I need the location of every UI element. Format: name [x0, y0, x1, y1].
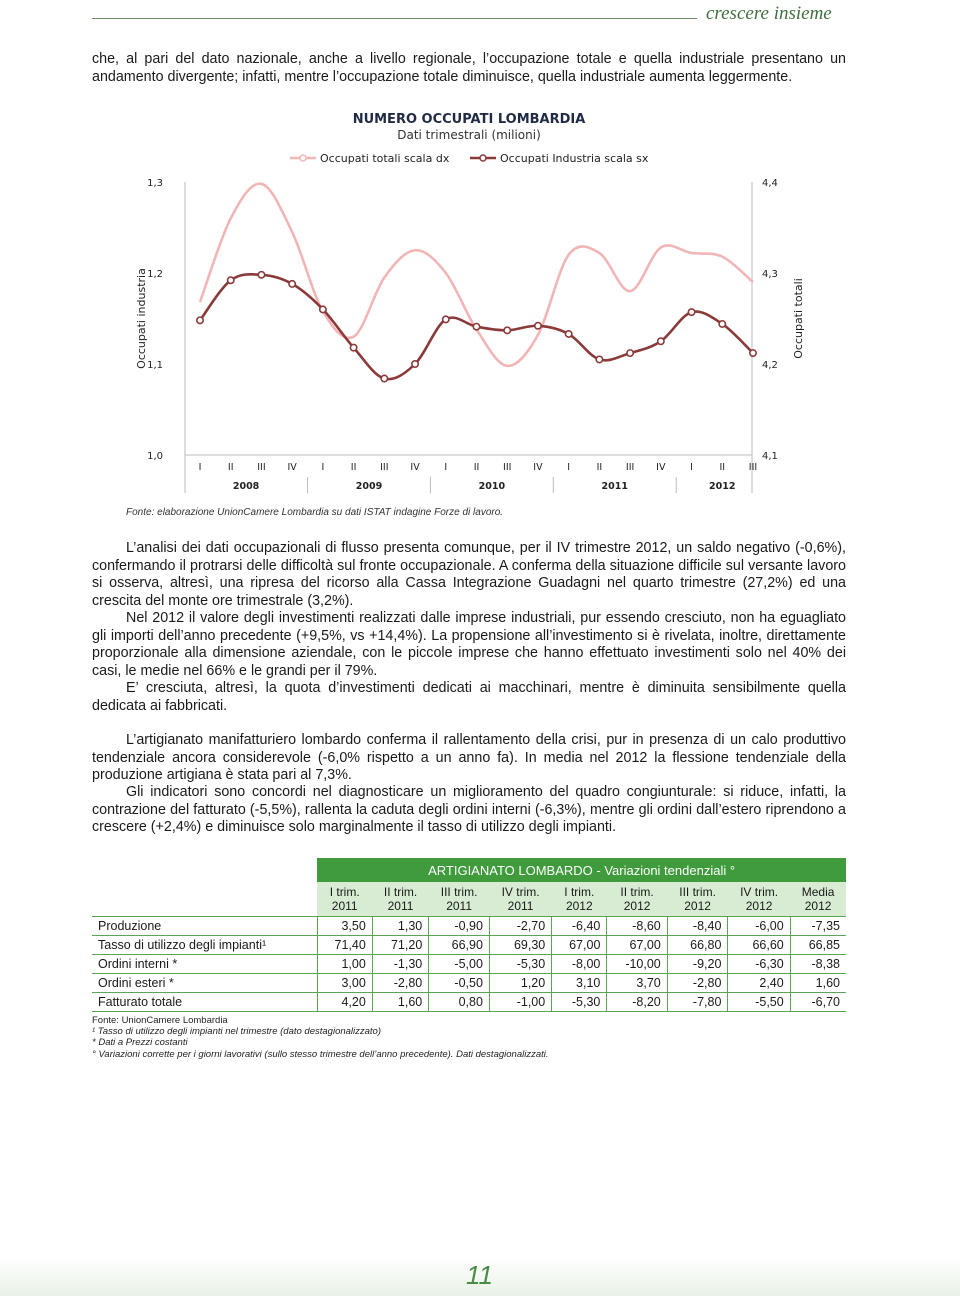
x-quarter-label: III — [625, 462, 635, 473]
intro-paragraph: che, al pari del dato nazionale, anche a livello regionale, l’occupazione totale e quella industriale presentano un andamento divergente; infatti, mentre l’occupazione totale diminuisce, quella industriale aumenta leggermente. — [92, 51, 846, 85]
paragraph-flussi: L’analisi dei dati occupazionali di flusso presenta comunque, per il IV trimestre 2012, un saldo negativo (-0,6%), confermando il protrarsi delle difficoltà sul fronte occupazionale. A conferma della situazione difficile sul versante lavoro si osserva, altresì, una ripresa del ricorso alla Cassa Integrazione Guadagni nel quarto trimestre (27,2%) ed una crescita del monte ore trimestrale (3,2%). — [92, 540, 846, 609]
column-header-year: 2011 — [507, 899, 534, 913]
paragraph-macchinari: E’ cresciuta, altresì, la quota d’investimenti dedicati ai macchinari, mentre è diminuita sensibilmente quella dedicata ai fabbricati. — [92, 680, 846, 714]
x-quarter-label: II — [227, 462, 234, 473]
legend-swatch-marker — [300, 155, 306, 161]
data-point-industria — [228, 277, 234, 283]
table-cell: -8,40 — [667, 917, 728, 936]
table-cell: -5,30 — [489, 955, 551, 974]
data-point-industria — [197, 317, 203, 323]
table-cell: 1,20 — [489, 974, 551, 993]
y-left-tick-label: 1,3 — [147, 178, 163, 189]
x-quarter-label: III — [380, 462, 389, 473]
x-quarter-label: III — [503, 462, 512, 473]
table-cell: -8,38 — [790, 955, 846, 974]
data-point-industria — [443, 316, 449, 322]
x-quarter-label: IV — [410, 462, 420, 473]
column-header-period: II trim. — [620, 885, 654, 899]
x-quarter-label: I — [321, 462, 325, 473]
x-year-label: 2011 — [601, 481, 628, 492]
legend-label: Occupati Industria scala sx — [500, 152, 649, 165]
y-right-tick-label: 4,2 — [762, 360, 778, 371]
row-label: Produzione — [92, 917, 317, 936]
column-header-year: 2011 — [446, 899, 472, 913]
table-column-header — [317, 882, 372, 917]
note-prezzi: * Dati a Prezzi costanti — [92, 1037, 188, 1049]
table-cell: -8,20 — [607, 993, 667, 1012]
table-header-blank — [92, 882, 317, 917]
data-point-industria — [258, 272, 264, 278]
employment-chart — [130, 100, 830, 500]
artigianato-table — [92, 858, 846, 1012]
table-cell: -8,00 — [552, 955, 607, 974]
table-column-header — [790, 882, 846, 917]
data-point-industria — [688, 309, 694, 315]
x-quarter-label: III — [748, 462, 758, 473]
column-header-period: III trim. — [679, 885, 716, 899]
x-quarter-label: I — [690, 462, 693, 473]
table-cell: 66,80 — [667, 936, 728, 955]
x-quarter-label: II — [719, 462, 726, 473]
table-cell: -9,20 — [667, 955, 728, 974]
x-quarter-label: I — [444, 462, 448, 473]
data-point-industria — [289, 281, 295, 287]
y-right-tick-label: 4,1 — [762, 451, 778, 462]
column-header-period: I trim. — [329, 885, 360, 899]
table-column-header — [429, 882, 490, 917]
x-quarter-label: III — [257, 462, 266, 473]
legend-label: Occupati totali scala dx — [320, 152, 450, 165]
paragraph-artigianato: L’artigianato manifatturiero lombardo conferma il rallentamento della crisi, pur in presenza di un calo produttivo tendenziale ancora considerevole (-6,0% rispetto a un anno fa). In media nel 2012 la flessione tendenziale della produzione artigiana è stata pari al 7,3%. — [92, 732, 846, 783]
table-cell: 1,60 — [790, 974, 846, 993]
header-rule — [92, 18, 697, 19]
x-year-label: 2009 — [355, 481, 383, 492]
data-point-industria — [565, 331, 571, 337]
note-source: Fonte: UnionCamere Lombardia — [92, 1015, 228, 1026]
table-cell: -8,60 — [607, 917, 667, 936]
column-header-period: Media — [801, 885, 835, 899]
table-row — [92, 974, 846, 993]
paragraph-indicatori: Gli indicatori sono concordi nel diagnosticare un miglioramento del quadro congiunturale: si riduce, infatti, la contrazione del fatturato (-5,5%), rallenta la caduta degli ordini interni (-6,3%), mentre gli ordini dall’estero riprendono a crescere (+2,4%) e diminuisce solo marginalmente il tasso di utilizzo degli impianti. — [92, 784, 846, 835]
column-header-period: IV trim. — [740, 885, 779, 899]
y-right-tick-label: 4,4 — [762, 178, 778, 189]
table-title: ARTIGIANATO LOMBARDO - Variazioni tendenziali ° — [317, 858, 846, 882]
data-point-industria — [535, 323, 541, 329]
data-point-industria — [350, 344, 356, 350]
table-cell: -6,70 — [790, 993, 846, 1012]
chart-subtitle: Dati trimestrali (milioni) — [397, 128, 541, 142]
table-cell: -2,80 — [372, 974, 428, 993]
chart-source: Fonte: elaborazione UnionCamere Lombardia su dati ISTAT indagine Forze di lavoro. — [126, 507, 504, 518]
x-quarter-label: IV — [656, 462, 666, 473]
table-cell: -0,90 — [429, 917, 490, 936]
data-point-industria — [504, 327, 510, 333]
x-year-label: 2010 — [478, 481, 506, 492]
column-header-year: 2012 — [623, 899, 651, 913]
chart-canvas — [130, 100, 830, 500]
table-column-header — [607, 882, 667, 917]
data-point-industria — [627, 350, 633, 356]
x-year-label: 2012 — [709, 481, 736, 492]
data-point-industria — [412, 361, 418, 367]
y-right-axis-title: Occupati totali — [792, 278, 805, 359]
table-cell: 1,60 — [372, 993, 428, 1012]
table-cell: 3,00 — [317, 974, 372, 993]
y-right-tick-label: 4,3 — [762, 269, 778, 280]
data-point-industria — [658, 338, 664, 344]
column-header-year: 2012 — [565, 899, 593, 913]
series-line-occupati-totali — [200, 184, 753, 366]
table-cell: 66,90 — [429, 936, 490, 955]
column-header-period: II trim. — [383, 885, 418, 899]
x-quarter-label: II — [473, 462, 480, 473]
table-cell: -5,30 — [552, 993, 607, 1012]
table-cell: -1,30 — [372, 955, 428, 974]
data-point-industria — [596, 356, 602, 362]
column-header-period: IV trim. — [501, 885, 540, 899]
table-cell: -6,00 — [728, 917, 790, 936]
table-cell: 71,20 — [372, 936, 428, 955]
table-cell: -2,80 — [667, 974, 728, 993]
paragraph-investimenti: Nel 2012 il valore degli investimenti realizzati dalle imprese industriali, pur essendo cresciuto, non ha eguagliato gli importi dell’anno precedente (+9,5%, vs +14,4%). La propensione all’investimento si è rivelata, inoltre, direttamente proporzionale alla dimensione aziendale, con le piccole imprese che hanno effettuato investimenti solo nel 40% dei casi, le medie nel 66% e le grandi per il 79%. — [92, 610, 846, 679]
running-header: crescere insieme — [706, 3, 832, 24]
table-cell: 2,40 — [728, 974, 790, 993]
x-quarter-label: I — [198, 462, 202, 473]
row-label: Tasso di utilizzo degli impianti¹ — [92, 936, 317, 955]
table-cell: 4,20 — [317, 993, 372, 1012]
column-header-period: I trim. — [564, 885, 595, 899]
table-cell: 3,70 — [607, 974, 667, 993]
column-header-year: 2011 — [331, 899, 358, 913]
table-row — [92, 993, 846, 1012]
table-cell: -0,50 — [429, 974, 490, 993]
data-point-industria — [473, 323, 479, 329]
row-label: Ordini interni * — [92, 955, 317, 974]
table-cell: 69,30 — [489, 936, 551, 955]
table-cell: -1,00 — [489, 993, 551, 1012]
table-cell: 71,40 — [317, 936, 372, 955]
table-cell: -5,50 — [728, 993, 790, 1012]
y-left-tick-label: 1,2 — [147, 269, 163, 280]
table-cell: -5,00 — [429, 955, 490, 974]
table-cell: -10,00 — [607, 955, 667, 974]
table-column-header — [372, 882, 428, 917]
y-left-axis-title: Occupati industria — [135, 268, 148, 369]
column-header-year: 2012 — [745, 899, 773, 913]
table-row — [92, 936, 846, 955]
table-column-header — [489, 882, 551, 917]
table-column-header — [667, 882, 728, 917]
table-cell: 66,85 — [790, 936, 846, 955]
legend-swatch-marker — [480, 155, 486, 161]
column-header-year: 2011 — [387, 899, 414, 913]
y-left-tick-label: 1,1 — [147, 360, 163, 371]
data-point-industria — [719, 321, 725, 327]
table-column-header — [728, 882, 790, 917]
x-quarter-label: IV — [533, 462, 543, 473]
column-header-year: 2012 — [684, 899, 711, 913]
table-cell: 66,60 — [728, 936, 790, 955]
data-point-industria — [381, 375, 387, 381]
note-variazioni: ° Variazioni corrette per i giorni lavorativi (sullo stesso trimestre dell’anno precedente). Dati destagionalizzati. — [92, 1048, 549, 1060]
table-cell: -2,70 — [489, 917, 551, 936]
row-label: Fatturato totale — [92, 993, 317, 1012]
table-column-header — [552, 882, 607, 917]
table-cell: 67,00 — [607, 936, 667, 955]
table-notes — [92, 1015, 549, 1060]
note-tasso: ¹ Tasso di utilizzo degli impianti nel trimestre (dato destagionalizzato) — [92, 1026, 382, 1038]
table-title-spacer — [92, 858, 317, 882]
table-cell: 0,80 — [429, 993, 490, 1012]
table-cell: 1,30 — [372, 917, 428, 936]
table-cell: -7,80 — [667, 993, 728, 1012]
x-quarter-label: II — [596, 462, 603, 473]
data-point-industria — [750, 350, 756, 356]
table-cell: -6,30 — [728, 955, 790, 974]
x-quarter-label: IV — [287, 462, 297, 473]
table-cell: 3,10 — [552, 974, 607, 993]
table-cell: 1,00 — [317, 955, 372, 974]
x-quarter-label: I — [567, 462, 571, 473]
column-header-year: 2012 — [804, 899, 832, 913]
x-quarter-label: II — [350, 462, 357, 473]
chart-title: NUMERO OCCUPATI LOMBARDIA — [352, 112, 586, 127]
y-left-tick-label: 1,0 — [147, 451, 163, 462]
data-point-industria — [320, 306, 326, 312]
x-year-label: 2008 — [232, 481, 260, 492]
table-cell: -6,40 — [552, 917, 607, 936]
column-header-period: III trim. — [440, 885, 478, 899]
table-row — [92, 955, 846, 974]
row-label: Ordini esteri * — [92, 974, 317, 993]
table-cell: 67,00 — [552, 936, 607, 955]
table-cell: -7,35 — [790, 917, 846, 936]
table-cell: 3,50 — [317, 917, 372, 936]
page-number: 11 — [466, 1260, 493, 1290]
table-row — [92, 917, 846, 936]
